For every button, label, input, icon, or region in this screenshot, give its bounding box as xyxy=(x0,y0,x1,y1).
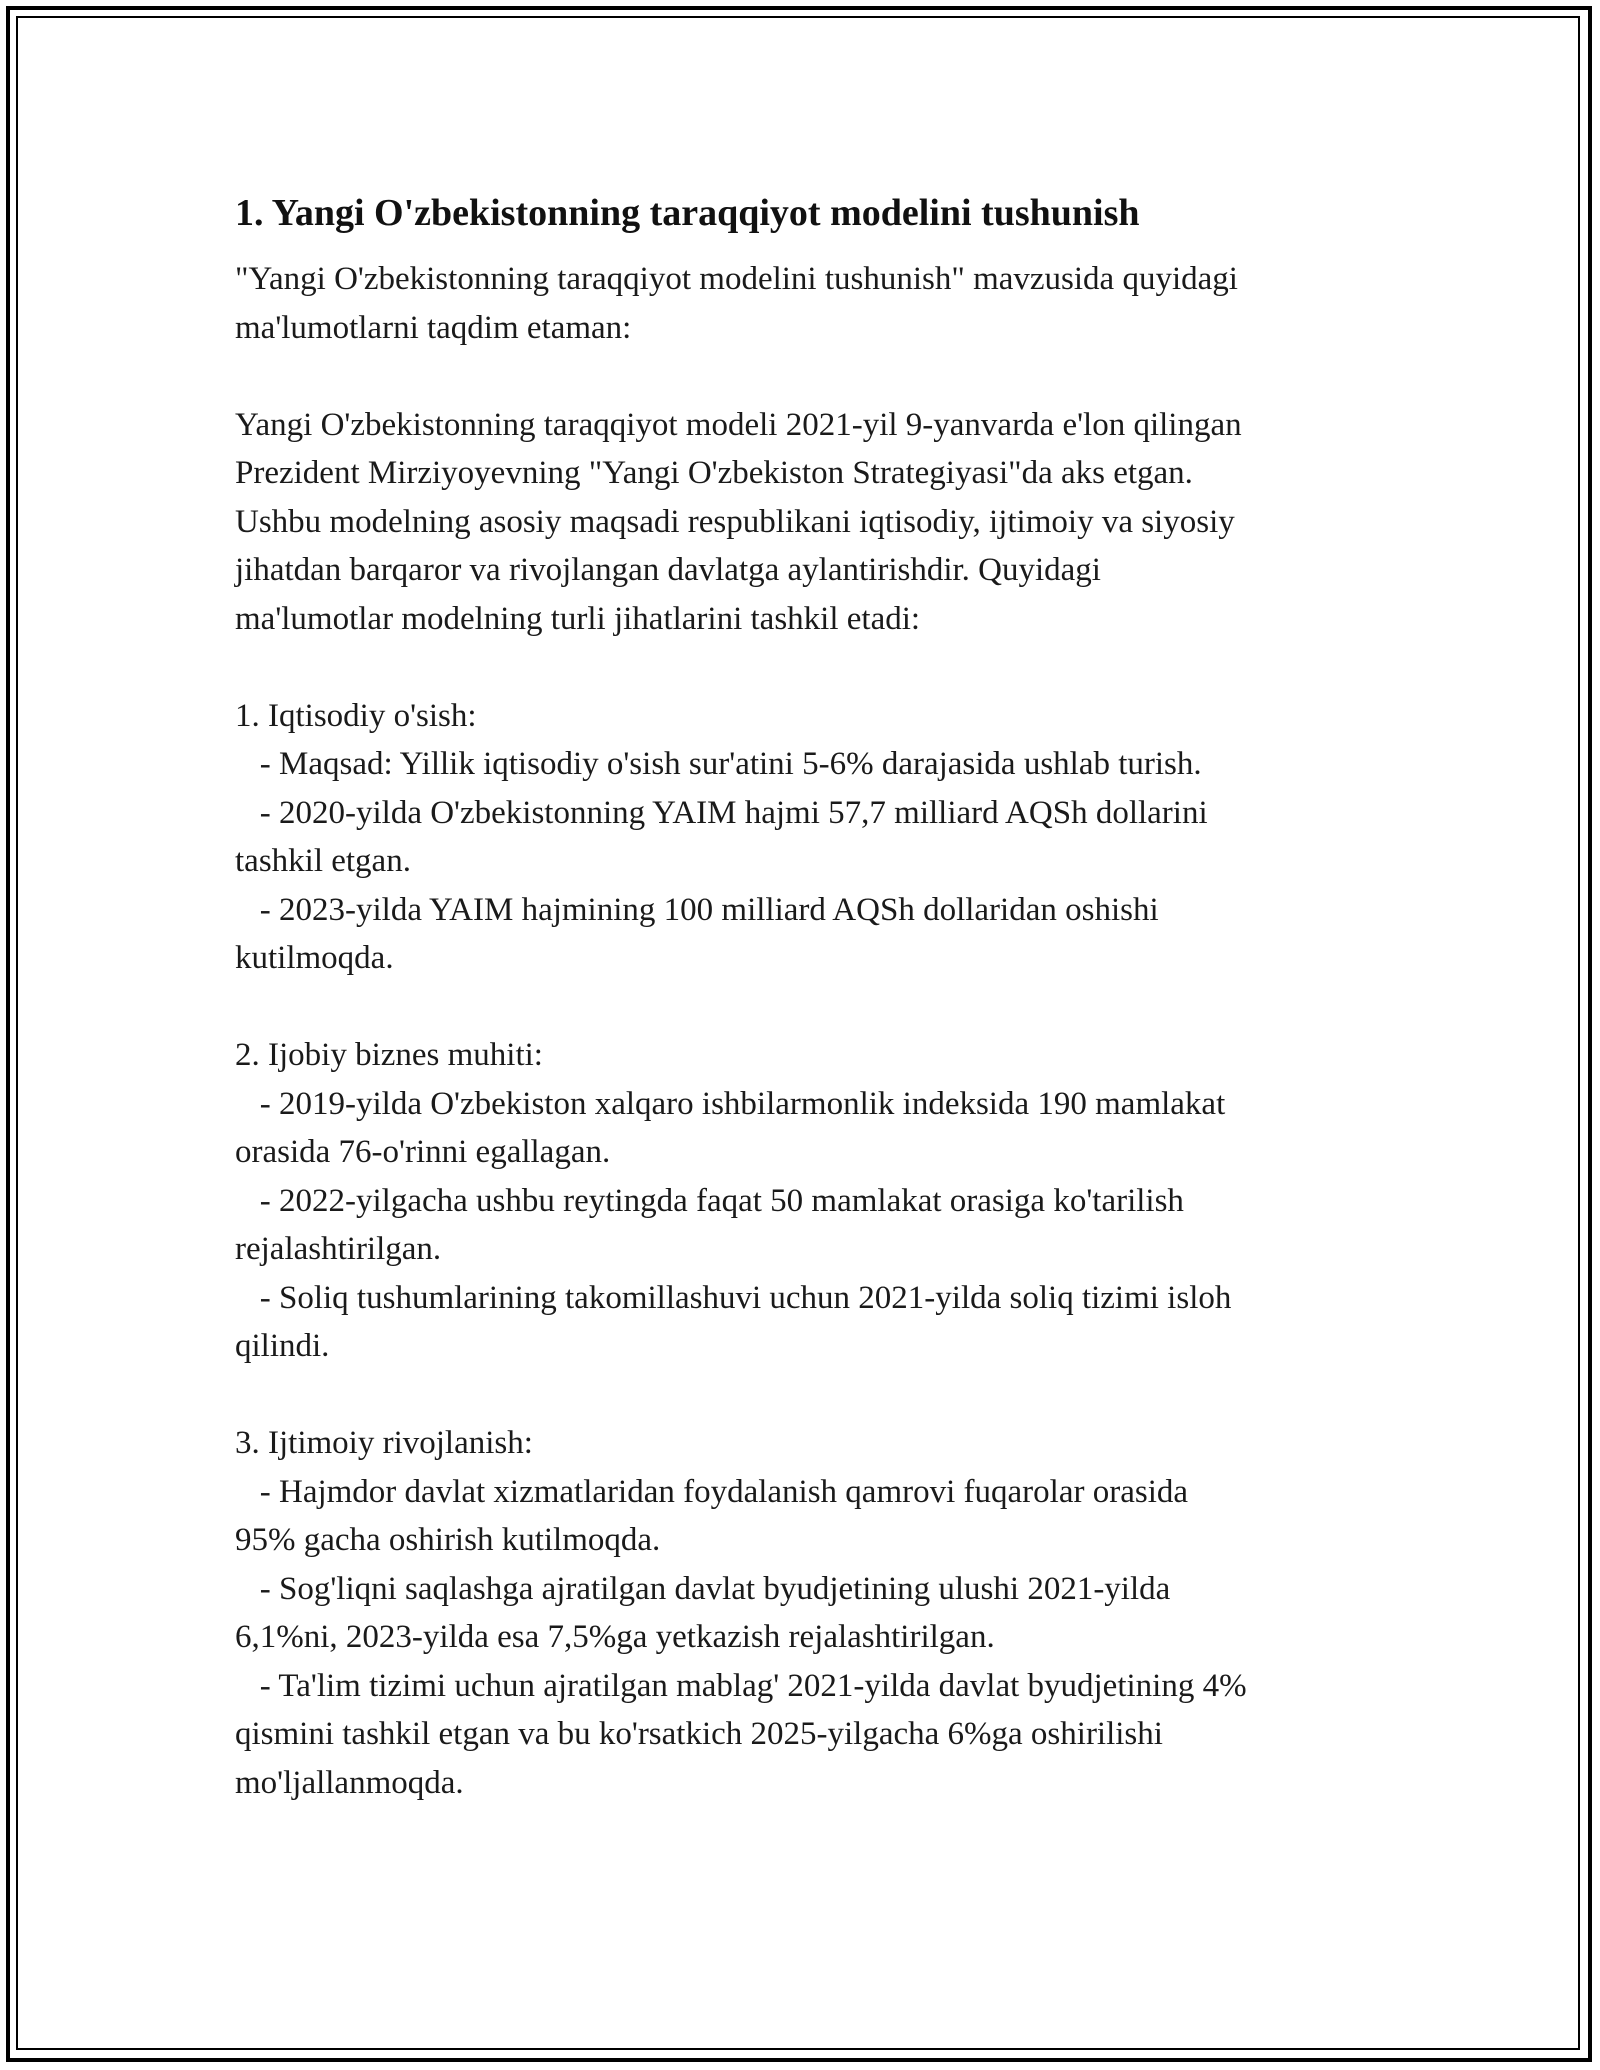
text-line: - Hajmdor davlat xizmatlaridan foydalanish qamrovi fuqarolar orasida xyxy=(235,1473,1189,1510)
text-line: - 2020-yilda O'zbekistonning YAIM hajmi 57,7 milliard AQSh dollarini xyxy=(235,794,1208,831)
text-line: - Soliq tushumlarining takomillashuvi uchun 2021-yilda soliq tizimi isloh xyxy=(235,1279,1232,1316)
text-line: "Yangi O'zbekistonning taraqqiyot modelini tushunish" mavzusida quyidagi xyxy=(235,261,1238,297)
blank-line xyxy=(235,352,1385,401)
text-line: 95% gacha oshirish kutilmoqda. xyxy=(235,1522,661,1558)
text-line: - 2023-yilda YAIM hajmining 100 milliard AQSh dollaridan oshishi xyxy=(235,891,1159,928)
text-line: - Sog'liqni saqlashga ajratilgan davlat byudjetining ulushi 2021-yilda xyxy=(235,1570,1171,1607)
blank-line xyxy=(235,643,1385,692)
text-line: orasida 76-o'rinni egallagan. xyxy=(235,1134,611,1170)
text-line: Prezident Mirziyoyevning "Yangi O'zbekiston Strategiyasi"da aks etgan. xyxy=(235,455,1193,491)
text-line: - Ta'lim tizimi uchun ajratilgan mablag' 2021-yilda davlat byudjetining 4% xyxy=(235,1667,1247,1704)
text-line: jihatdan barqaror va rivojlangan davlatga aylantirishdir. Quyidagi xyxy=(235,552,1101,588)
text-line: qilindi. xyxy=(235,1328,330,1364)
text-line: rejalashtirilgan. xyxy=(235,1231,442,1267)
text-line: kutilmoqda. xyxy=(235,940,394,976)
text-line: tashkil etgan. xyxy=(235,843,411,879)
text-line: Yangi O'zbekistonning taraqqiyot modeli 2021-yil 9-yanvarda e'lon qilingan xyxy=(235,406,1242,443)
text-line: - 2019-yilda O'zbekiston xalqaro ishbilarmonlik indeksida 190 mamlakat xyxy=(235,1085,1226,1122)
text-line: 1. Iqtisodiy o'sish: xyxy=(235,697,477,734)
text-line: ma'lumotlarni taqdim etaman: xyxy=(235,309,632,346)
text-line: mo'ljallanmoqda. xyxy=(235,1764,464,1801)
text-line: - Maqsad: Yillik iqtisodiy o'sish sur'atini 5-6% darajasida ushlab turish. xyxy=(235,746,1202,782)
document-body xyxy=(235,255,1385,1807)
text-line: - 2022-yilgacha ushbu reytingda faqat 50 mamlakat orasiga ko'tarilish xyxy=(235,1182,1184,1219)
text-line: ma'lumotlar modelning turli jihatlarini tashkil etadi: xyxy=(235,600,921,637)
text-line: Ushbu modelning asosiy maqsadi respublikani iqtisodiy, ijtimoiy va siyosiy xyxy=(235,503,1235,540)
document-page xyxy=(235,185,1385,1807)
text-line: 2. Ijobiy biznes muhiti: xyxy=(235,1037,543,1073)
blank-line xyxy=(235,1371,1385,1420)
text-line: 6,1%ni, 2023-yilda esa 7,5%ga yetkazish rejalashtirilgan. xyxy=(235,1619,995,1655)
blank-line xyxy=(235,983,1385,1032)
document-title: 1. Yangi O'zbekistonning taraqqiyot modelini tushunish xyxy=(235,192,1140,234)
text-line: 3. Ijtimoiy rivojlanish: xyxy=(235,1425,533,1461)
text-line: qismini tashkil etgan va bu ko'rsatkich 2025-yilgacha 6%ga oshirilishi xyxy=(235,1716,1163,1752)
